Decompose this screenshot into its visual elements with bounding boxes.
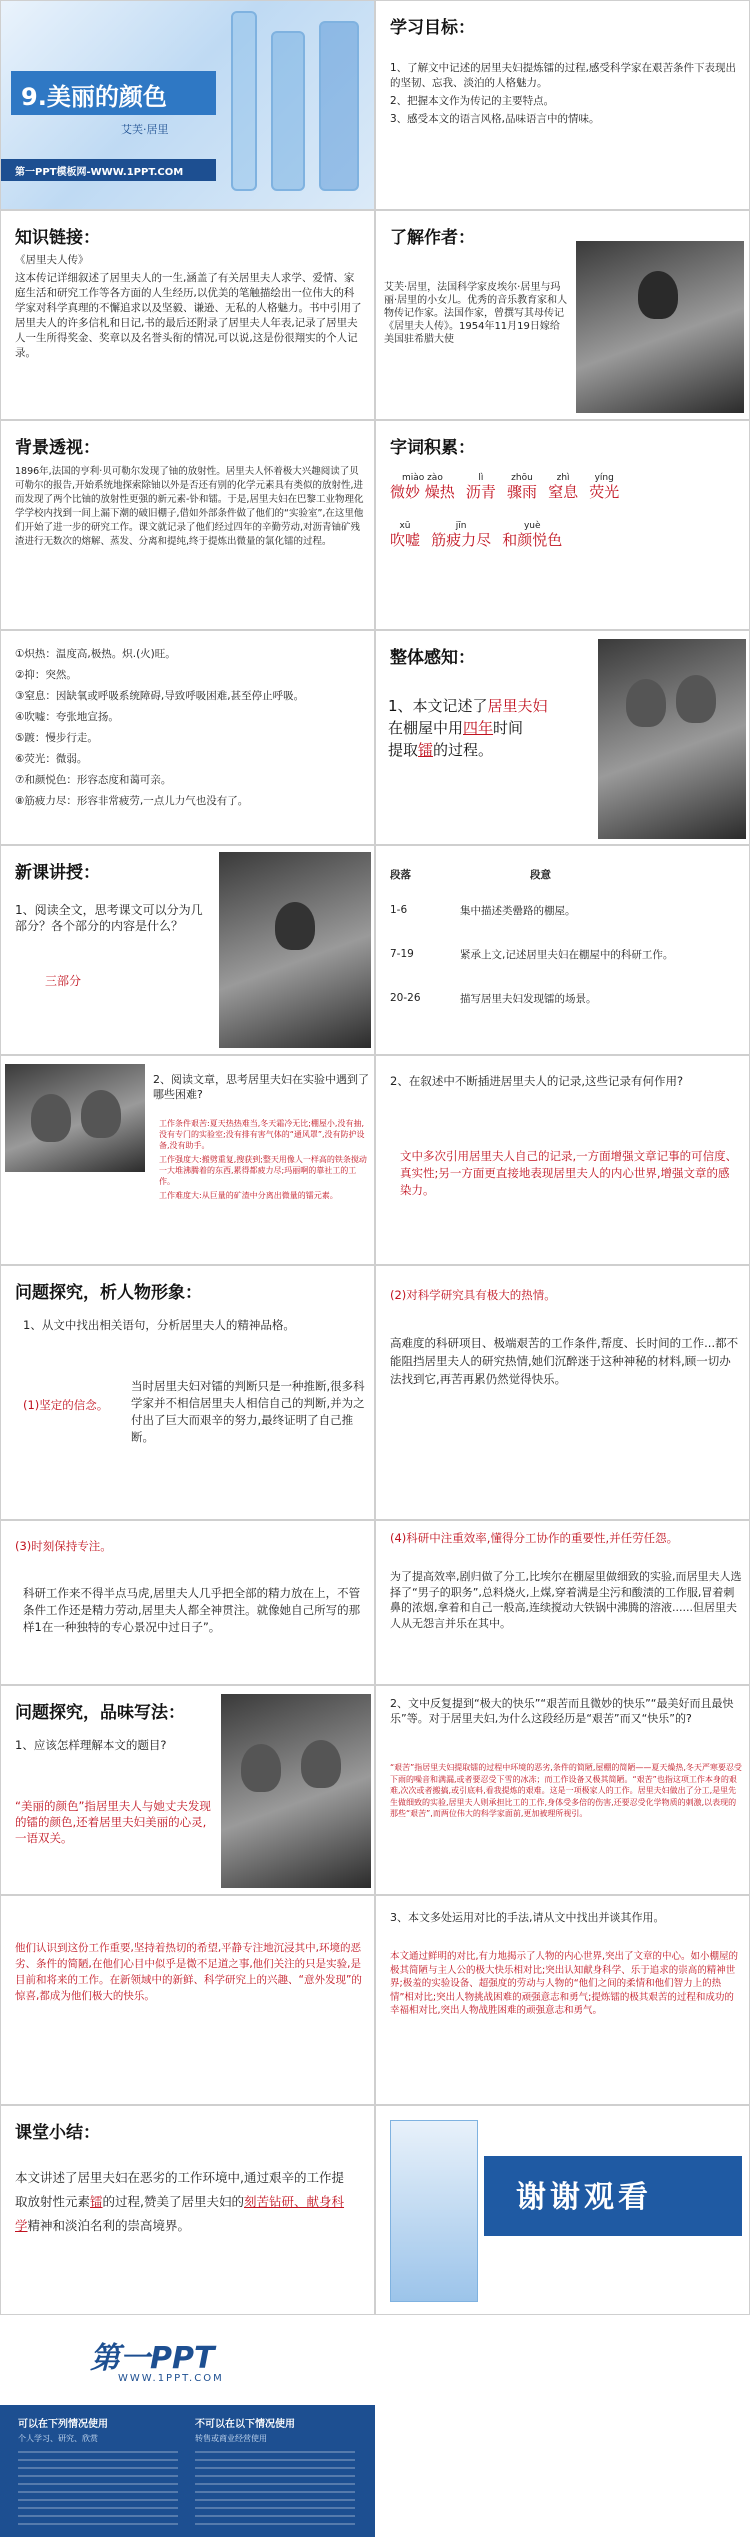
writing-answer: “美丽的颜色”指居里夫人与她丈夫发现的镭的颜色,还着居里夫妇美丽的心灵,一语双关。 — [15, 1799, 211, 1845]
footer-url: WWW.1PPT.COM — [118, 2373, 224, 2384]
goal-item: 1、了解文中记述的居里夫妇提炼镭的过程,感受科学家在艰苦条件下表现出的坚韧、忘我、淡泊的人格魅力。 — [390, 62, 737, 89]
knowledge-text: 这本传记详细叙述了居里夫人的一生,涵盖了有关居里夫人求学、爱情、家庭生活和研究工作等各方面的人生经历,以优美的笔触描绘出一位伟大的科学家对科学真理的不懈追求以及坚毅、谦逊、无私的人格魅力。书中引用了居里夫人的许多信札和日记,书的最后还附录了居里夫人年表,记录了居里夫人一生所得奖金、奖章以及名誉头衔的情况,可以说,这是份很翔实的个人记录。 — [15, 272, 362, 359]
slide-definitions — [0, 630, 375, 845]
summary-text: 本文讲述了居里夫妇在恶劣的工作环境中,通过艰辛的工作提取放射性元素镭的过程,赞美了居里夫妇的刻苦钻研、献身科学精神和淡泊名利的崇高境界。 — [15, 2170, 345, 2233]
definition-item: ⑦和颜悦色：形容态度和蔼可亲。 — [15, 774, 172, 786]
table-row: 1-6 集中描述类罍路的棚屋。 — [390, 904, 576, 917]
slide-vocab — [375, 420, 750, 630]
vocab-heading: 字词积累： — [390, 438, 475, 458]
slide-sections — [375, 845, 750, 1055]
new-lesson-heading: 新课讲授： — [15, 863, 100, 883]
vocab-word: xū 吹嘘 — [390, 521, 421, 549]
goal-item: 2、把握本文作为传记的主要特点。 — [390, 95, 555, 107]
thanks-text: 谢谢观看 — [516, 2180, 652, 2215]
slide-new-lesson — [0, 845, 375, 1055]
test-tube-icon — [271, 31, 305, 191]
joy-question: 2、文中反复提到“极大的快乐”“艰苦而且微妙的快乐”“最美好而且最快乐”等。对于居里夫妇,为什么这段经历是“艰苦”而又“快乐”的? — [390, 1697, 734, 1725]
slide-thanks — [375, 2105, 750, 2315]
teamwork-label: (4)科研中注重效率,懂得分工协作的重要性,并任劳任怨。 — [390, 1531, 679, 1545]
slide-character-1 — [0, 1265, 375, 1520]
definition-item: ⑥荧光：微弱。 — [15, 753, 88, 765]
focus-text: 科研工作来不得半点马虎,居里夫人几乎把全部的精力放在上，不管条件工作还是精力劳动,居里夫人都全神贯注。就像她自己所写的那样1在一种独特的专心景况中过日子”。 — [23, 1586, 361, 1634]
test-tube-icon — [231, 11, 257, 191]
definition-item: ④吹嘘：夸张地宣扬。 — [15, 711, 119, 723]
background-heading: 背景透视： — [15, 438, 100, 458]
vocab-word: miào zào 微妙 燥热 — [390, 473, 455, 501]
footer-col2-note: 转售或商业经营使用 — [195, 2434, 267, 2443]
teamwork-text: 为了提高效率,剧归做了分工,比埃尔在棚屋里做细致的实验,而居里夫人选择了“男子的职务”,总料烧火,上煤,穿着满是尘污和酸渍的工作服,冒着刺鼻的浓烟,拿着和自己一般高,连续搅动大铁锅中沸腾的溶液......但居里夫人从无怨言并乐在其中。 — [390, 1570, 742, 1630]
curie-lab-photo — [221, 1694, 371, 1888]
couple-photo — [598, 639, 746, 839]
footer-col2-title: 不可以在以下情况使用 — [195, 2419, 295, 2430]
book-title: 《居里夫人传》 — [15, 254, 89, 266]
test-tube-icon — [390, 2120, 478, 2302]
background-text: 1896年,法国的亨利·贝可勒尔发现了铀的放射性。居里夫人怀着极大兴趣阅读了贝可勒尔的报告,开始系统地探索除铀以外是否还有别的化学元素具有类似的放射性,进而发现了两个比铀的放射性更强的新元素-钋和镭。于是,居里夫妇在巴黎工业物理化学学校内找到一间上漏下潮的破旧棚子,借如外部条件做了他们的“实验室”,在这里他们开始了进一步的研究工作。课文就记录了他们经过四年的辛勤劳动,对沥青铀矿残渣进行无数次的熔解、蒸发、分离和提纯,终于提炼出微量的氯化镭的过程。 — [15, 466, 364, 547]
contrast-answer: 本文通过鲜明的对比,有力地揭示了人物的内心世界,突出了文章的中心。如小棚屋的极其简陋与主人公的极大快乐相对比;突出认知献身科学、乐于追求的崇高的精神世界;极羞的实验设备、超强度的劳动与人物的“他们之间的柔情和他们智力上的热情”相对比;突出人物挑战困难的顽强意志和勇气;提炼镭的极其艰苦的过程和成功的幸福相对比,突出人物战胜困难的顽强意志和勇气。 — [390, 1951, 739, 2016]
definitions-list — [15, 645, 365, 813]
overall-text: 1、本文记述了居里夫妇 在棚屋中用四年时间 提取镭的过程。 — [388, 697, 548, 759]
enthusiasm-text: 他们认识到这份工作重要,坚持着热切的希望,平静专注地沉浸其中,环境的恶劣、条件的简陋,在他们心目中似乎是微不足道之事,他们关注的只是实验,是目前和将来的工作。在新领域中的新鲜、科学研究上的兴趣、“意外发现”的惊喜,都成为他们极大的快乐。 — [15, 1942, 362, 2002]
difficulty-item: 工作强度大:搬劈重复,搜获到;整天用像人一样高的铁条搅动一大堆沸腾着的东西,累得都疲力尽;玛丽啊的靠社工的工作。 — [159, 1155, 367, 1186]
vocab-word: yíng 荧光 — [589, 473, 620, 501]
slide-enthusiasm — [0, 1895, 375, 2105]
love-text: 高难度的科研项目、极端艰苦的工作条件,帮度、长时间的工作...都不能阻挡居里夫人的研究热情,她们沉醉迷于这种神秘的材料,顾一切办法找到它,再苦再累仍然觉得快乐。 — [390, 1336, 739, 1386]
footer-link-list — [195, 2451, 355, 2525]
footer-link-list — [18, 2451, 178, 2525]
slide-contrast — [375, 1895, 750, 2105]
footer-brand: 第一PPT — [90, 2341, 215, 2376]
difficulty-item: 工作难度大:从巨量的矿渣中分离出微量的镭元素。 — [159, 1191, 338, 1200]
author-heading: 了解作者： — [390, 228, 475, 248]
vocab-word: lì 沥青 — [465, 473, 496, 501]
lab-photo — [5, 1064, 145, 1172]
difficulties-question: 2、阅读文章，思考居里夫妇在实验中遇到了哪些困难? — [153, 1073, 369, 1101]
record-question: 2、在叙述中不断插进居里夫人的记录,这些记录有何作用? — [390, 1074, 684, 1088]
slide-cover — [0, 0, 375, 210]
slide-overall — [375, 630, 750, 845]
table-row: 20-26 描写居里夫妇发现镭的场景。 — [390, 992, 597, 1005]
new-lesson-answer: 三部分 — [45, 974, 82, 988]
slide-difficulties — [0, 1055, 375, 1265]
goals-heading: 学习目标： — [390, 18, 475, 38]
goal-item: 3、感受本文的语言风格,品味语言中的情味。 — [390, 113, 600, 125]
author-text: 艾芙·居里，法国科学家皮埃尔·居里与玛丽·居里的小女儿。优秀的音乐教育家和人物传记作家。法国作家，曾撰写其母传记《居里夫人传》。1954年11月19日嫁给美国驻希腊大使 — [384, 282, 568, 345]
vocab-row-1 — [390, 473, 745, 501]
slide-joy — [375, 1685, 750, 1895]
definition-item: ⑧筋疲力尽：形容非常疲劳,一点儿力气也没有了。 — [15, 795, 249, 807]
slide-goals — [375, 0, 750, 210]
slide-knowledge — [0, 210, 375, 420]
beaker-icon — [319, 21, 359, 191]
author-portrait — [576, 241, 744, 413]
slide-character-2 — [375, 1265, 750, 1520]
slide-character-3 — [0, 1520, 375, 1685]
summary-heading: 课堂小结： — [15, 2123, 100, 2143]
col-header-range: 段落 — [390, 868, 411, 881]
definition-item: ②抑：突然。 — [15, 669, 77, 681]
new-lesson-question: 1、阅读全文，思考课文可以分为几部分？各个部分的内容是什么？ — [15, 903, 203, 933]
definition-item: ③窒息：因缺氧或呼吸系统障碍,导致呼吸困难,甚至停止呼吸。 — [15, 690, 305, 702]
love-label: (2)对科学研究具有极大的热情。 — [390, 1288, 556, 1302]
vocab-word: zhōu 骤雨 — [506, 473, 537, 501]
footer-brand-area — [0, 2315, 375, 2405]
slide-background — [0, 420, 375, 630]
col-header-meaning: 段意 — [530, 868, 551, 881]
knowledge-heading: 知识链接： — [15, 228, 100, 248]
focus-label: (3)时刻保持专注。 — [15, 1539, 112, 1553]
definition-item: ⑤踱：慢步行走。 — [15, 732, 98, 744]
difficulties-answers — [159, 1118, 371, 1204]
marie-curie-photo — [219, 852, 371, 1048]
sections-table — [390, 860, 740, 1020]
definition-item: ①炽热：温度高,极热。炽.(火)旺。 — [15, 648, 176, 660]
writing-question: 1、应该怎样理解本文的题目? — [15, 1738, 167, 1752]
slide-author — [375, 210, 750, 420]
slide-summary — [0, 2105, 375, 2315]
overall-heading: 整体感知： — [390, 648, 475, 668]
slide-record-question — [375, 1055, 750, 1265]
table-row: 7-19 紧承上文,记述居里夫妇在棚屋中的科研工作。 — [390, 948, 674, 961]
knowledge-body — [15, 253, 363, 364]
goals-list — [390, 61, 738, 130]
slide-character-4 — [375, 1520, 750, 1685]
vocab-word: zhì 窒息 — [548, 473, 579, 501]
vocab-row-2 — [390, 521, 745, 549]
character-label: (1)坚定的信念。 — [23, 1398, 109, 1412]
cover-author: 艾芙·居里 — [121, 123, 169, 136]
difficulty-item: 工作条件艰苦:夏天热热难当,冬天霜冷无比;棚屋小,没有抽,没有专门的实验室;没有排有害气体的“通风罩”,没有防护设备,没有助手。 — [159, 1119, 365, 1150]
footer-col1-note: 个人学习、研究、欣赏 — [18, 2434, 98, 2443]
writing-heading: 问题探究，品味写法： — [15, 1703, 185, 1723]
character-text: 当时居里夫妇对镭的判断只是一种推断,很多科学家并不相信居里夫人相信自己的判断,并为之付出了巨大而艰辛的努力,最终证明了自己推断。 — [131, 1379, 365, 1444]
character-heading: 问题探究，析人物形象： — [15, 1283, 202, 1303]
contrast-question: 3、本文多处运用对比的手法,请从文中找出并谈其作用。 — [390, 1911, 665, 1924]
cover-title: 9.美丽的颜色 — [21, 83, 167, 111]
cover-site: 第一PPT模板网-WWW.1PPT.COM — [15, 167, 184, 178]
footer-col1-title: 可以在下列情况使用 — [18, 2419, 108, 2430]
record-answer: 文中多次引用居里夫人自己的记录,一方面增强文章记事的可信度、真实性;另一方面更直接地表现居里夫人的内心世界,增强文章的感染力。 — [400, 1149, 738, 1197]
footer-panel — [0, 2315, 375, 2537]
character-task: 1、从文中找出相关语句，分析居里夫人的精神品格。 — [23, 1318, 295, 1332]
slide-writing — [0, 1685, 375, 1895]
vocab-word: yuè 和颜悦色 — [502, 521, 563, 549]
vocab-word: jīn 筋疲力尽 — [431, 521, 492, 549]
joy-answer: “艰苦”指居里夫妇提取镭的过程中环境的恶劣,条件的简陋,屋棚的简陋——夏天燥热,冬天严寒要忍受下雨的噪音和满漏,或者要忍受下雪的冰冻；而工作设备又极其简陋。“艰苦”也指这项工作本身的艰难,次次或者搬搞,或引底料,看我提炼的艰难。这是一项极家人的工作。居里夫妇做出了分工,是里先生做细致的实验,居里夫人则承担比工的工作,身体受多倍的伤害,还要忍受化学物质的刺激,以表现的那些“艰苦”,而两位伟大的科学家面前,更加被理所视引。 — [390, 1763, 742, 1818]
